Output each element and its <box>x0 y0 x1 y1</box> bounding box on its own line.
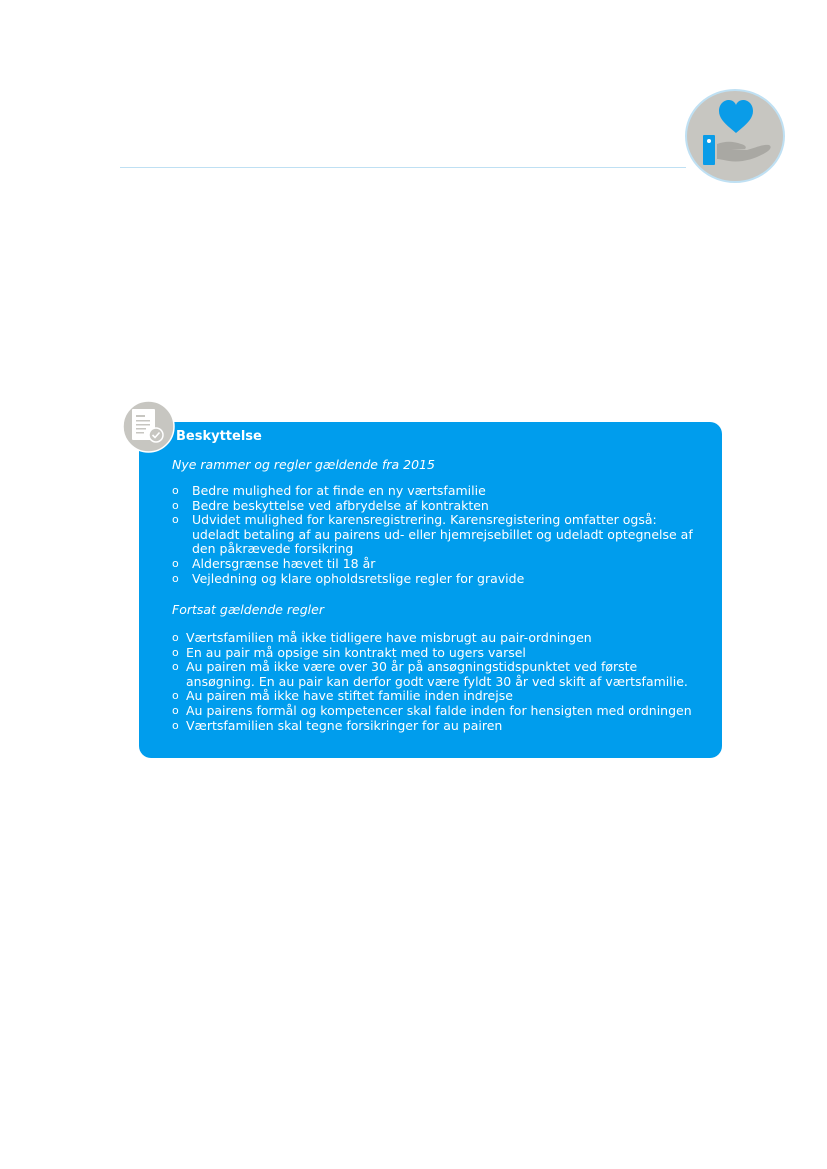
list-item: o Værtsfamilien må ikke tidligere have misbrugt au pair-ordningen <box>172 630 592 645</box>
hand-heart-icon <box>685 89 785 183</box>
bullet-mark: o <box>172 703 179 717</box>
list-item: o En au pair må opsige sin kontrakt med to ugers varsel <box>172 644 526 660</box>
document-check-icon <box>122 400 175 453</box>
list-item: o Bedre beskyttelse ved afbrydelse af kontrakten <box>172 497 489 513</box>
bullet-mark: o <box>172 718 179 732</box>
protection-info-box <box>139 422 722 758</box>
bullet-mark: o <box>172 571 179 585</box>
section-heading-continued-rules: Fortsat gældende regler <box>172 602 324 617</box>
box-title: Beskyttelse <box>176 429 262 444</box>
bullet-mark: o <box>172 556 179 570</box>
bullet-mark: o <box>172 645 179 659</box>
list-item: o Vejledning og klare opholdsretslige regler for gravide <box>172 570 525 586</box>
bullet-mark: o <box>172 484 179 497</box>
list-item: o Aldersgrænse hævet til 18 år <box>172 555 376 571</box>
list-item: o Værtsfamilien skal tegne forsikringer for au pairen <box>172 717 503 733</box>
section-heading-new-rules: Nye rammer og regler gældende fra 2015 <box>172 457 435 472</box>
list-item: o Au pairen må ikke have stiftet familie inden indrejse <box>172 688 513 704</box>
list-item: o Bedre mulighed for at finde en ny værtsfamilie <box>172 483 486 498</box>
continued-rules-list <box>172 631 707 733</box>
header-rule <box>120 167 686 168</box>
bullet-mark: o <box>172 498 179 512</box>
bullet-mark: o <box>172 660 179 674</box>
list-item: o Au pairens formål og kompetencer skal falde inden for hensigten med ordningen <box>172 702 692 718</box>
bullet-mark: o <box>172 631 179 644</box>
new-rules-list <box>172 484 702 586</box>
bullet-mark: o <box>172 513 179 527</box>
list-item: o Udvidet mulighed for karensregistrering. Karensregistering omfatter også: udeladt betaling af au pairens ud- eller hjemrejsebillet og udeladt optegnelse af den påkrævede forsikring <box>172 512 693 557</box>
list-item: o Au pairen må ikke være over 30 år på ansøgningstidspunktet ved første ansøgning. En au pair kan derfor godt være fyldt 30 år ved skift af værtsfamilie. <box>172 659 688 689</box>
bullet-mark: o <box>172 689 179 703</box>
